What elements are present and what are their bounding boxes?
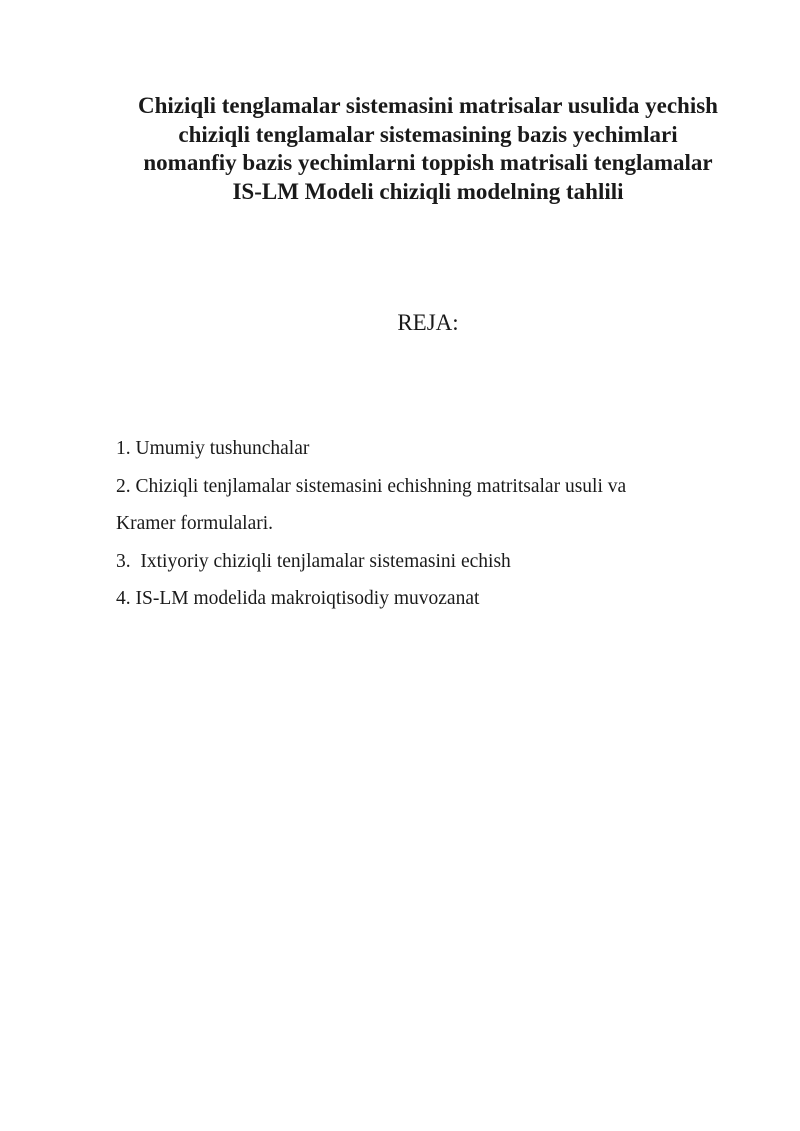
title-line-3: nomanfiy bazis yechimlarni toppish matrisali tenglamalar <box>143 150 713 175</box>
plan-item-3: 3. Ixtiyoriy chiziqli tenjlamalar sistemasini echish <box>116 550 511 572</box>
document-title <box>100 92 756 206</box>
plan-item-2-continuation: Kramer formulalari. <box>116 513 274 534</box>
title-line-2: chiziqli tenglamalar sistemasining bazis yechimlari <box>178 121 678 147</box>
plan-item-1: 1. Umumiy tushunchalar <box>116 438 310 459</box>
plan-item-2: 2. Chiziqli tenjlamalar sistemasini echishning matritsalar usuli va <box>116 475 627 497</box>
title-line-4: IS-LM Modeli chiziqli modelning tahlili <box>232 178 624 204</box>
plan-heading: REJA: <box>397 310 459 335</box>
title-line-1: Chiziqli tenglamalar sistemasini matrisalar usulida yechish <box>138 93 718 118</box>
plan-list <box>116 430 626 618</box>
plan-item-4: 4. IS-LM modelida makroiqtisodiy muvozanat <box>116 588 480 609</box>
